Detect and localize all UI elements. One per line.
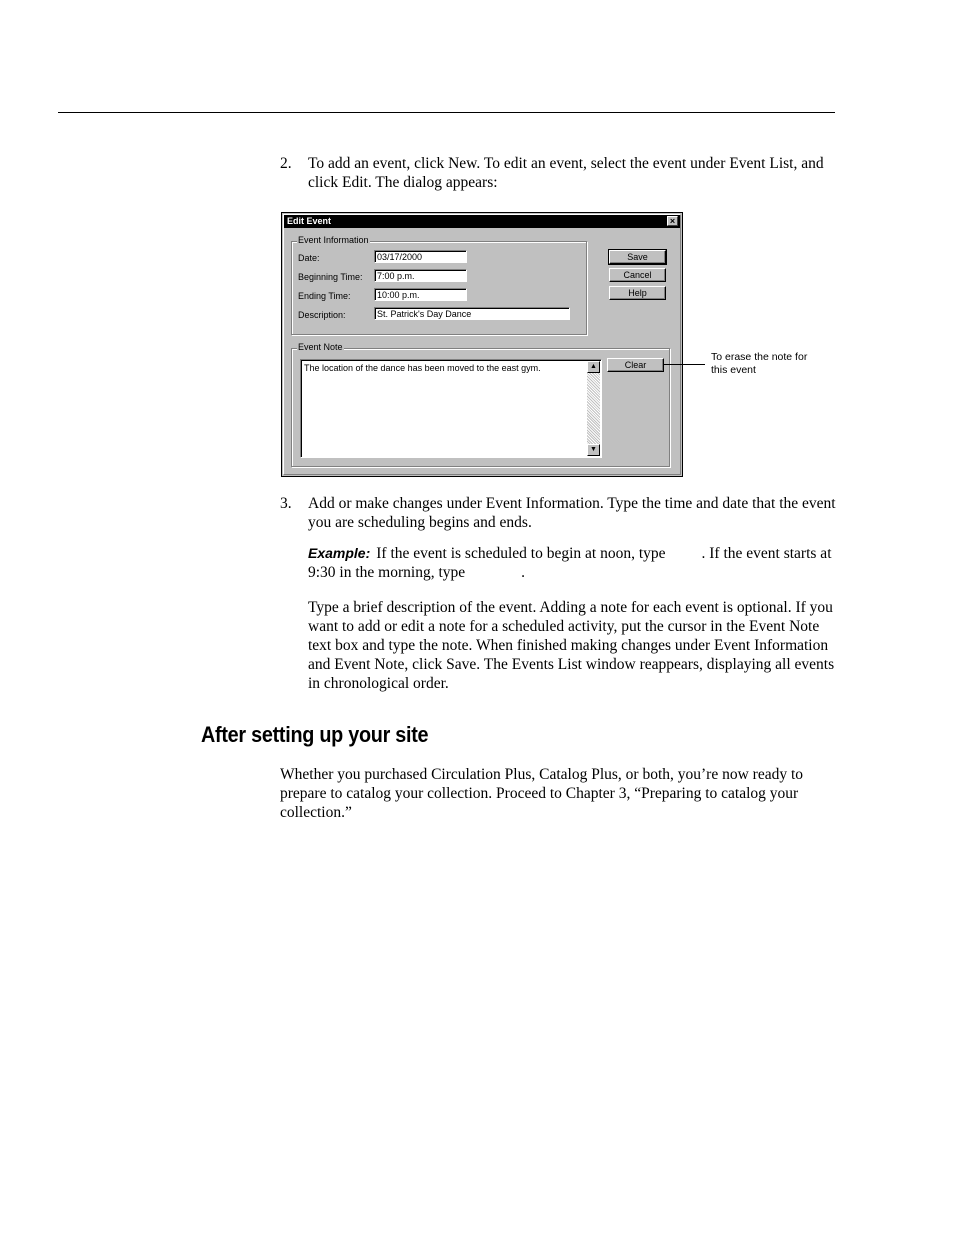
date-label: Date: — [298, 253, 320, 263]
ending-time-label: Ending Time: — [298, 291, 351, 301]
step-2-text: To add an event, click New. To edit an event, select the event under Event List, and click Edit. The dialog appears: — [308, 155, 824, 191]
example-paragraph — [308, 544, 848, 582]
cancel-button[interactable]: Cancel — [609, 268, 666, 282]
event-note-textarea[interactable] — [300, 359, 602, 458]
beginning-time-label: Beginning Time: — [298, 272, 363, 282]
section-body: Whether you purchased Circulation Plus, Catalog Plus, or both, you’re now ready to prepare to catalog your collection. Proceed to Chapter 3, “Preparing to catalog your collection.” — [280, 766, 804, 821]
event-information-label: Event Information — [298, 235, 369, 245]
step-2-number: 2. — [280, 155, 292, 172]
date-field[interactable]: 03/17/2000 — [374, 250, 467, 263]
step-3-text: Add or make changes under Event Information. Type the time and date that the event you are scheduling begins and ends. — [308, 495, 836, 531]
section-heading: After setting up your site — [201, 722, 429, 747]
example-text-1: If the event is scheduled to begin at noon, type — [376, 545, 666, 562]
save-button[interactable]: Save — [609, 250, 666, 264]
dialog-titlebar — [284, 215, 680, 228]
callout-line — [664, 364, 705, 365]
close-icon[interactable]: × — [667, 216, 678, 226]
clear-button[interactable]: Clear — [607, 358, 664, 372]
ending-time-field[interactable]: 10:00 p.m. — [374, 288, 467, 301]
description-paragraph: Type a brief description of the event. Adding a note for each event is optional. If you want to add or edit a note for a scheduled activity, put the cursor in the Event Note text box and type the note. When finished making changes under Event Information and Event Note, click Save. The Events List window reappears, displaying all events in chronological order. — [308, 599, 835, 692]
help-button[interactable]: Help — [609, 286, 666, 300]
step-3-number: 3. — [280, 495, 292, 512]
header-rule — [58, 112, 835, 113]
example-label: Example: — [308, 545, 371, 561]
event-note-text: The location of the dance has been moved to the east gym. — [304, 363, 541, 373]
description-field[interactable]: St. Patrick's Day Dance — [374, 307, 570, 320]
dialog-title: Edit Event — [287, 216, 332, 226]
scroll-up-icon[interactable]: ▲ — [587, 361, 600, 373]
example-text-3: . — [521, 564, 526, 581]
beginning-time-field[interactable]: 7:00 p.m. — [374, 269, 467, 282]
description-label: Description: — [298, 310, 346, 320]
event-note-label: Event Note — [298, 342, 343, 352]
example-text-2: . If the event starts at 9:30 in the morning, type — [308, 545, 832, 581]
scroll-down-icon[interactable]: ▼ — [587, 444, 600, 456]
note-scrollbar[interactable] — [587, 361, 600, 456]
clear-callout: To erase the note for this event — [711, 351, 808, 376]
edit-event-dialog — [281, 212, 683, 477]
